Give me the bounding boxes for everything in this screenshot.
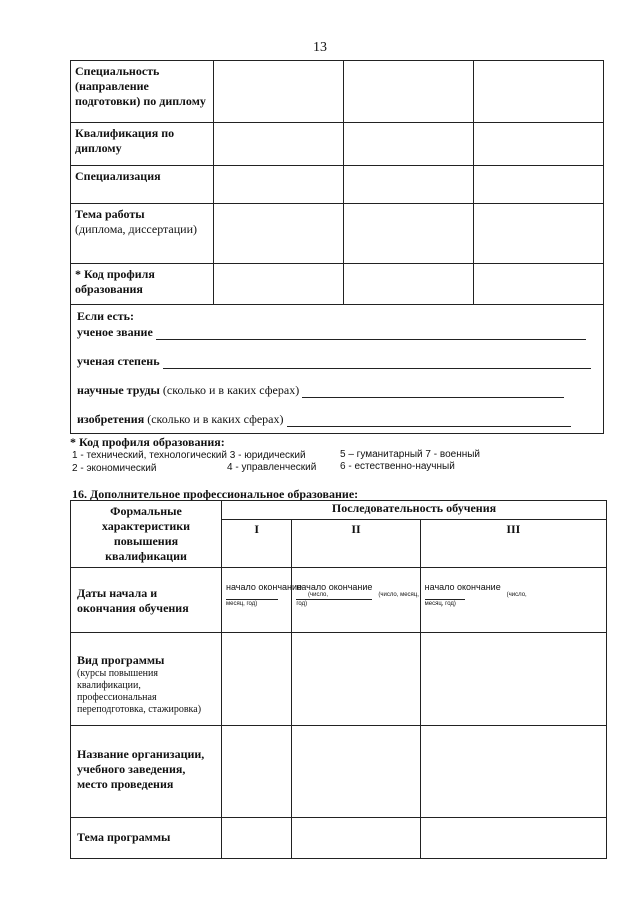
dates-cell-1[interactable] <box>222 568 329 633</box>
education-table <box>70 60 604 434</box>
thesis-topic-label <box>71 204 214 264</box>
dates-note2-3: месяц, год) <box>424 601 456 607</box>
specialization-label: Специализация <box>71 166 214 204</box>
profile-codes-title: * Код профиля образования: <box>70 435 225 449</box>
dates-cell-3[interactable] <box>420 568 606 633</box>
cell[interactable] <box>222 726 292 818</box>
sequence-title: Последовательность обучения <box>222 501 607 520</box>
dates-note2-1: месяц, год) <box>226 601 258 607</box>
dates-cell-2[interactable] <box>292 568 420 633</box>
if-any-block <box>71 305 604 434</box>
organization-label: Название организации, учебного заведения, место проведения <box>71 726 222 818</box>
dates-note2-2: год) <box>296 601 308 607</box>
profile-codes-line2-b: 4 - управленческий <box>227 462 317 473</box>
cell[interactable] <box>214 166 344 204</box>
academic-title-field[interactable] <box>156 328 586 340</box>
academic-degree-field[interactable] <box>163 357 591 369</box>
dates-main-3: начало окончание <box>424 582 501 592</box>
cell[interactable] <box>474 166 604 204</box>
thesis-topic-note: (диплома, диссертации) <box>75 222 198 236</box>
qualification-label: Квалификация по диплому <box>71 123 214 166</box>
cell[interactable] <box>292 818 420 859</box>
dates-note1-2: (число, месяц, <box>378 592 419 598</box>
column-header-3: III <box>420 519 606 567</box>
works-label: научные труды <box>77 383 160 397</box>
profile-codes-line2-a: 2 - экономический <box>72 463 157 474</box>
cell[interactable] <box>222 633 292 726</box>
dates-note1-1: (число, <box>308 592 329 598</box>
works-field[interactable] <box>302 386 564 398</box>
program-type-label <box>71 633 222 726</box>
cell[interactable] <box>214 123 344 166</box>
dates-main-2: начало окончание <box>296 582 373 592</box>
profile-code-label: * Код профиля образования <box>71 264 214 305</box>
cell[interactable] <box>214 61 344 123</box>
cell[interactable] <box>474 264 604 305</box>
start-date-line-3[interactable] <box>425 599 465 600</box>
thesis-topic-bold: Тема работы <box>75 207 145 221</box>
dates-note1-3: (число, <box>506 592 527 598</box>
cell[interactable] <box>214 264 344 305</box>
program-topic-label: Тема программы <box>71 818 222 859</box>
start-date-line-2[interactable] <box>296 599 372 600</box>
program-type-title: Вид программы <box>77 653 165 667</box>
cell[interactable] <box>344 264 474 305</box>
start-date-line-1[interactable] <box>226 599 278 600</box>
dates-label: Даты начала и окончания обучения <box>71 568 222 633</box>
profile-codes-line2-c: 6 - естественно-научный <box>340 461 455 472</box>
dates-main-1: начало окончание <box>226 582 303 592</box>
if-any-heading: Если есть: <box>77 309 135 323</box>
cell[interactable] <box>292 726 420 818</box>
column-header-2: II <box>292 519 420 567</box>
cell[interactable] <box>292 633 420 726</box>
program-type-sub: (курсы повышения квалификации, профессиональная переподготовка, стажировка) <box>77 668 202 715</box>
cell[interactable] <box>222 818 292 859</box>
academic-degree-label: ученая степень <box>77 354 160 368</box>
specialty-label: Специальность (направление подготовки) по диплому <box>71 61 214 123</box>
column-header-1: I <box>222 519 292 567</box>
cell[interactable] <box>420 726 606 818</box>
cell[interactable] <box>474 61 604 123</box>
additional-education-table <box>70 500 607 859</box>
academic-title-label: ученое звание <box>77 325 153 339</box>
profile-codes-line1-right: 5 – гуманитарный 7 - военный <box>340 449 481 460</box>
page-number: 13 <box>313 40 327 55</box>
cell[interactable] <box>420 633 606 726</box>
cell[interactable] <box>420 818 606 859</box>
cell[interactable] <box>344 123 474 166</box>
cell[interactable] <box>474 204 604 264</box>
formal-characteristics-header: Формальные характеристики повышения квалификации <box>71 501 222 568</box>
inventions-note: (сколько и в каких сферах) <box>147 412 284 426</box>
profile-codes-line1-left: 1 - технический, технологический 3 - юридический <box>72 450 306 461</box>
works-note: (сколько и в каких сферах) <box>162 383 300 397</box>
cell[interactable] <box>214 204 344 264</box>
cell[interactable] <box>344 61 474 123</box>
cell[interactable] <box>344 166 474 204</box>
inventions-label: изобретения <box>77 412 145 426</box>
section-16-title: 16. Дополнительное профессиональное образование: <box>72 487 359 501</box>
inventions-field[interactable] <box>287 415 571 427</box>
cell[interactable] <box>344 204 474 264</box>
cell[interactable] <box>474 123 604 166</box>
